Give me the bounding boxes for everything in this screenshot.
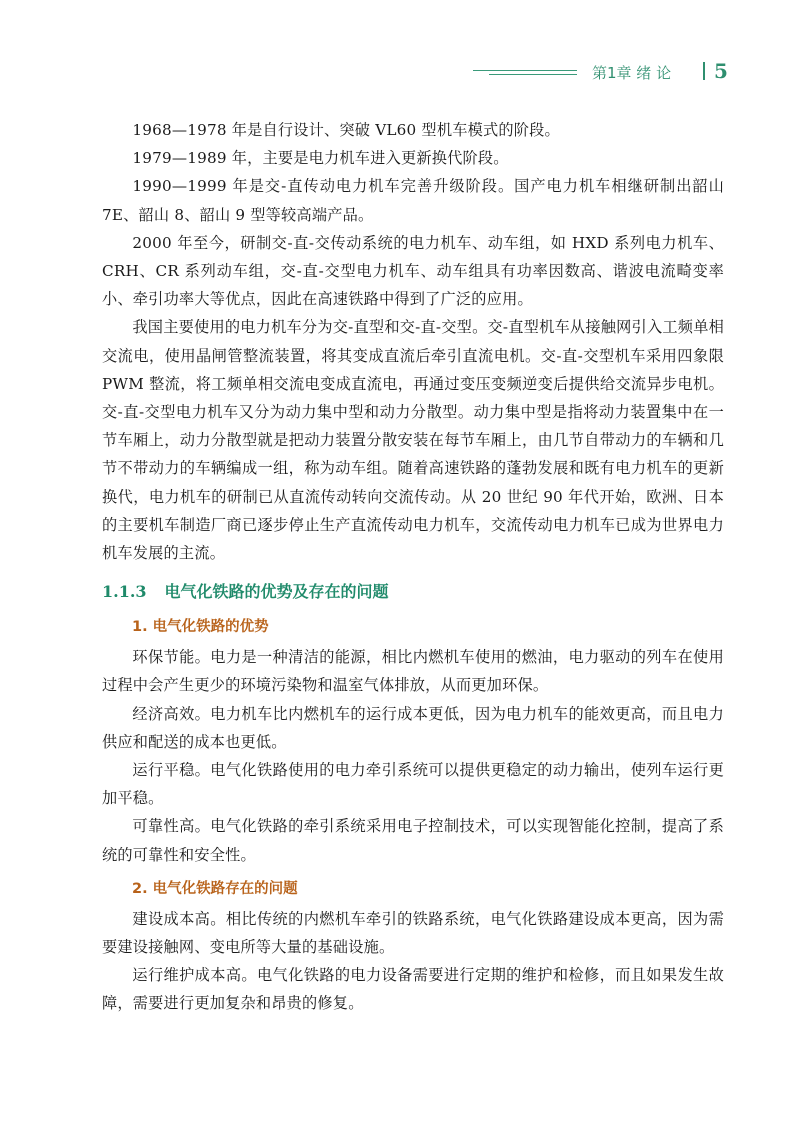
subsection-heading: 2. 电气化铁路存在的问题 [132, 880, 298, 897]
page-number: 5 [714, 59, 728, 83]
page-body [102, 116, 724, 1018]
paragraph: 建设成本高。相比传统的内燃机车牵引的铁路系统，电气化铁路建设成本更高，因为需要建设接触网、变电所等大量的基础设施。 [102, 909, 724, 957]
paragraph: 经济高效。电力机车比内燃机车的运行成本更低，因为电力机车的能效更高，而且电力供应和配送的成本也更低。 [102, 704, 724, 751]
paragraph: 运行平稳。电气化铁路使用的电力牵引系统可以提供更稳定的动力输出，使列车运行更加平稳。 [102, 761, 724, 808]
chapter-title: 第1章 绪 论 [592, 64, 672, 82]
paragraph: 我国主要使用的电力机车分为交-直型和交-直-交型。交-直型机车从接触网引入工频单相交流电，使用晶闸管整流装置，将其变成直流后牵引直流电机。交-直-交型机车采用四象限 PWM 整流，将工频单相交流电变成直流电，再通过变压变频逆变后提供给交流异步电机。交-直-交型电力机车又分为动力集中型和动力分散型。动力集中型是指将动力装置集中在一节车厢上，动力分散型就是把动力装置分散安装在每节车厢上，由几节自带动力的车辆和几节不带动力的车辆编成一组，称为动车组。随着高速铁路的蓬勃发展和既有电力机车的更新换代，电力机车的研制已从直流传动转向交流传动。从 20 世纪 90 年代开始，欧洲、日本的主要机车制造厂商已逐步停止生产直流传动电力机车，交流传动电力机车已成为世界电力机车发展的主流。 [102, 318, 724, 563]
page-header [0, 60, 800, 90]
section-number: 1.1.3 [102, 582, 147, 602]
paragraph: 1979—1989 年，主要是电力机车进入更新换代阶段。 [132, 149, 509, 168]
paragraph: 1968—1978 年是自行设计、突破 VL60 型机车模式的阶段。 [132, 121, 560, 139]
header-rule-lines [473, 70, 577, 78]
paragraph: 1990—1999 年是交-直传动电力机车完善升级阶段。国产电力机车相继研制出韶山7E、韶山 8、韶山 9 型等较高端产品。 [102, 177, 724, 224]
header-separator [703, 62, 705, 80]
paragraph: 运行维护成本高。电气化铁路的电力设备需要进行定期的维护和检修，而且如果发生故障，需要进行更加复杂和昂贵的修复。 [102, 966, 724, 1013]
paragraph: 2000 年至今，研制交-直-交传动系统的电力机车、动车组，如 HXD 系列电力机车、CRH、CR 系列动车组，交-直-交型电力机车、动车组具有功率因数高、谐波电流畸变率小、牵引功率大等优点，因此在高速铁路中得到了广泛的应用。 [102, 233, 724, 309]
section-heading [102, 577, 724, 607]
paragraph: 环保节能。电力是一种清洁的能源，相比内燃机车使用的燃油，电力驱动的列车在使用过程中会产生更少的环境污染物和温室气体排放，从而更加环保。 [102, 648, 724, 695]
section-title: 电气化铁路的优势及存在的问题 [164, 582, 389, 602]
subsection-heading: 1. 电气化铁路的优势 [132, 619, 269, 636]
paragraph: 可靠性高。电气化铁路的牵引系统采用电子控制技术，可以实现智能化控制，提高了系统的可靠性和安全性。 [102, 817, 724, 864]
